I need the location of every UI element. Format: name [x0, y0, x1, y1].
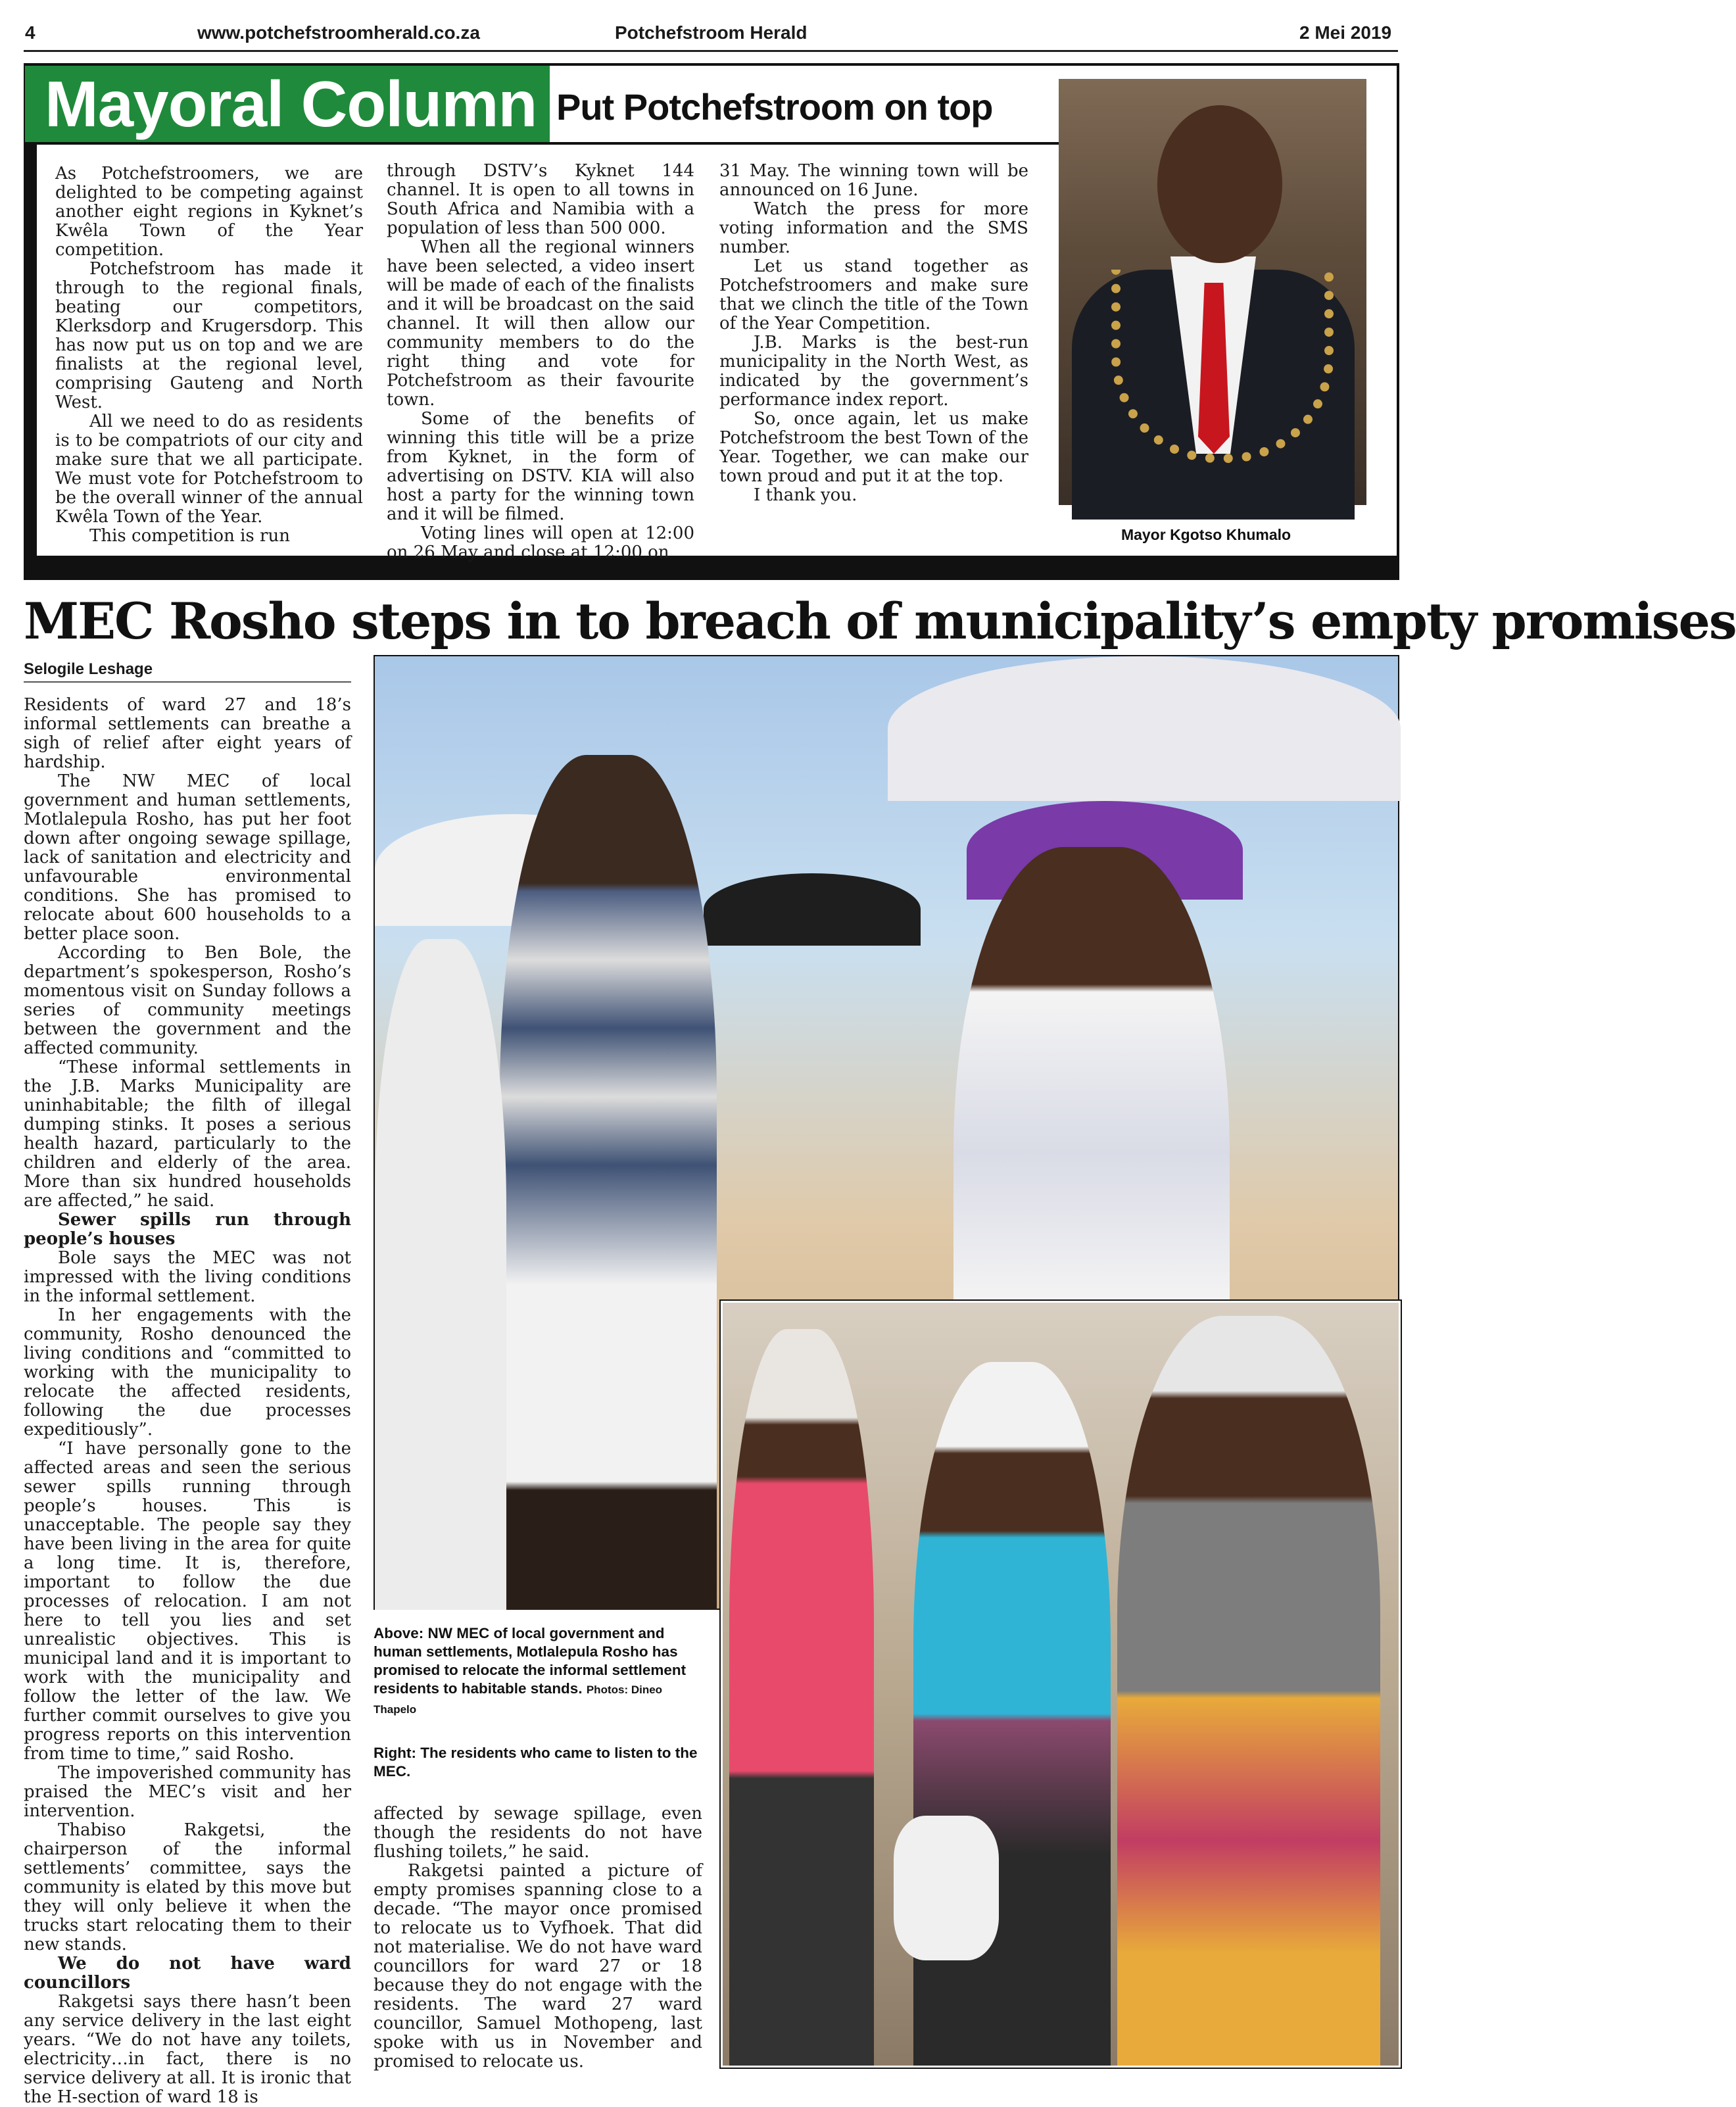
- subheading: We do not have ward councillors: [24, 1954, 351, 1993]
- article-column-2: [374, 1804, 702, 2071]
- paragraph: Rakgetsi painted a picture of empty promises spanning close to a decade. “The mayor once promised to relocate us to Vyfhoek. That did not materialise. We do not have ward councillors for ward 27 or 18 because they do not engage with the residents. The ward 27 ward councillor, Samuel Mothopeng, last spoke with us in November and promised to relocate us.: [374, 1861, 702, 2071]
- paragraph: Voting lines will open at 12:00 on 26 May and close at 12:00 on: [387, 523, 694, 562]
- paragraph: So, once again, let us make Potchefstroom the best Town of the Year. Together, we can make our town proud and put it at the top.: [719, 409, 1028, 486]
- mayoral-column-title: Put Potchefstroom on top: [556, 86, 993, 128]
- paragraph: Watch the press for more voting information and the SMS number.: [719, 199, 1028, 257]
- paragraph: through DSTV’s Kyknet 144 channel. It is open to all towns in South Africa and Namibia with a population of less than 500 000.: [387, 161, 694, 238]
- photo-caption-above: [374, 1624, 702, 1719]
- photo-caption-right: Right: The residents who came to listen to the MEC.: [374, 1745, 698, 1780]
- paragraph: “I have personally gone to the affected areas and seen the serious sewer spills running through people’s houses. This is unacceptable. The people say they have been living in the area for quite a long time. It is, therefore, important to follow the due processes of relocation. I am not here to tell you lies and set unrealistic objectives. This is municipal land and it is important to work with the municipality and follow the letter of the law. We further commit ourselves to give you progress reports on this intervention from time to time,” said Rosho.: [24, 1439, 351, 1764]
- byline-rule: [24, 681, 351, 683]
- paragraph: All we need to do as residents is to be compatriots of our city and make sure that we all participate. We must vote for Potchefstroom to be the overall winner of the annual Kwêla Town of the Year.: [55, 412, 363, 527]
- mayor-photo: [1059, 79, 1366, 505]
- article-column-1: [24, 696, 351, 2107]
- paragraph: As Potchefstroomers, we are delighted to be competing against another eight regions in Kyknet’s Kwêla Town of the Year competition.: [55, 164, 363, 260]
- paragraph: Some of the benefits of winning this title will be a prize from Kyknet, in the form of advertising on DSTV. KIA will also host a party for the winning town and it will be filmed.: [387, 409, 694, 524]
- article-byline: Selogile Leshage: [24, 660, 153, 678]
- paragraph: Bole says the MEC was not impressed with the living conditions in the informal settlement.: [24, 1248, 351, 1306]
- mayoral-column-title-box: [550, 66, 1063, 142]
- paragraph: When all the regional winners have been selected, a video insert will be made of each of the finalists and it will be broadcast on the said channel. It will then allow our community members to do the right thing and vote for Potchefstroom as their favourite town.: [387, 237, 694, 410]
- caption-photo-credit: Photos: Dineo Thapelo: [374, 1683, 663, 1716]
- mayoral-column-2: [387, 162, 694, 562]
- caption-above-text: Above: NW MEC of local government and human settlements, Motlalepula Rosho has promised to relocate the informal settlement residents to habitable stands.: [374, 1625, 687, 1697]
- mayoral-column-3: [719, 162, 1028, 505]
- paper-name: Potchefstroom Herald: [615, 22, 808, 43]
- mayor-photo-caption: Mayor Kgotso Khumalo: [1121, 526, 1291, 543]
- mayoral-column-label: Mayoral Column: [45, 68, 537, 140]
- paragraph: affected by sewage spillage, even though the residents do not have flushing toilets,” he said.: [374, 1804, 702, 1862]
- mayoral-column-tag: [25, 66, 551, 142]
- paragraph: Rakgetsi says there hasn’t been any service delivery in the last eight years. “We do not have any toilets, electricity…in fact, there is no service delivery at all. It is ironic that the H-section of ward 18 is: [24, 1992, 351, 2107]
- paragraph: The NW MEC of local government and human settlements, Motlalepula Rosho, has put her foot down after ongoing sewage spillage, lack of sanitation and electricity and unfavourable environmental conditions. She has promised to relocate about 600 households to a better place soon.: [24, 771, 351, 944]
- page-number: 4: [25, 22, 36, 43]
- paragraph: Potchefstroom has made it through to the regional finals, beating our competitors, Klerksdorp and Krugersdorp. This has now put us on top and we are finalists at the regional level, comprising Gauteng and North West.: [55, 259, 363, 412]
- paragraph: J.B. Marks is the best-run municipality in the North West, as indicated by the government’s performance index report.: [719, 333, 1028, 410]
- paragraph: “These informal settlements in the J.B. Marks Municipality are uninhabitable; the filth of illegal dumping stinks. It poses a serious health hazard, particularly to the children and elderly of the area. More than six hundred households are affected,” he said.: [24, 1057, 351, 1211]
- paragraph: I thank you.: [754, 485, 857, 505]
- issue-date: 2 Mei 2019: [1299, 22, 1392, 43]
- website-url[interactable]: www.potchefstroomherald.co.za: [197, 22, 480, 43]
- paragraph: Residents of ward 27 and 18’s informal settlements can breathe a sigh of relief after eight years of hardship.: [24, 695, 351, 772]
- paragraph: 31 May. The winning town will be announced on 16 June.: [719, 161, 1028, 200]
- mayoral-column-1: [55, 164, 363, 546]
- article-headline: MEC Rosho steps in to breach of municipality’s empty promises: [24, 592, 1736, 650]
- header-rule: [24, 50, 1398, 52]
- paragraph: The impoverished community has praised the MEC’s visit and her intervention.: [24, 1763, 351, 1821]
- paragraph: According to Ben Bole, the department’s spokesperson, Rosho’s momentous visit on Sunday follows a series of community meetings between the government and the affected community.: [24, 943, 351, 1058]
- paragraph: Let us stand together as Potchefstroomers and make sure that we clinch the title of the Town of the Year Competition.: [719, 256, 1028, 333]
- paragraph: In her engagements with the community, Rosho denounced the living conditions and “committed to working with the municipality to relocate the affected residents, following the due processes expeditiously”.: [24, 1305, 351, 1440]
- paragraph: This competition is run: [89, 526, 290, 546]
- residents-photo: [721, 1301, 1401, 2068]
- subheading: Sewer spills run through people’s houses: [24, 1210, 351, 1249]
- paragraph: Thabiso Rakgetsi, the chairperson of the informal settlements’ committee, says the community is elated by this move but they will only believe it when the trucks start relocating them to their new stands.: [24, 1820, 351, 1954]
